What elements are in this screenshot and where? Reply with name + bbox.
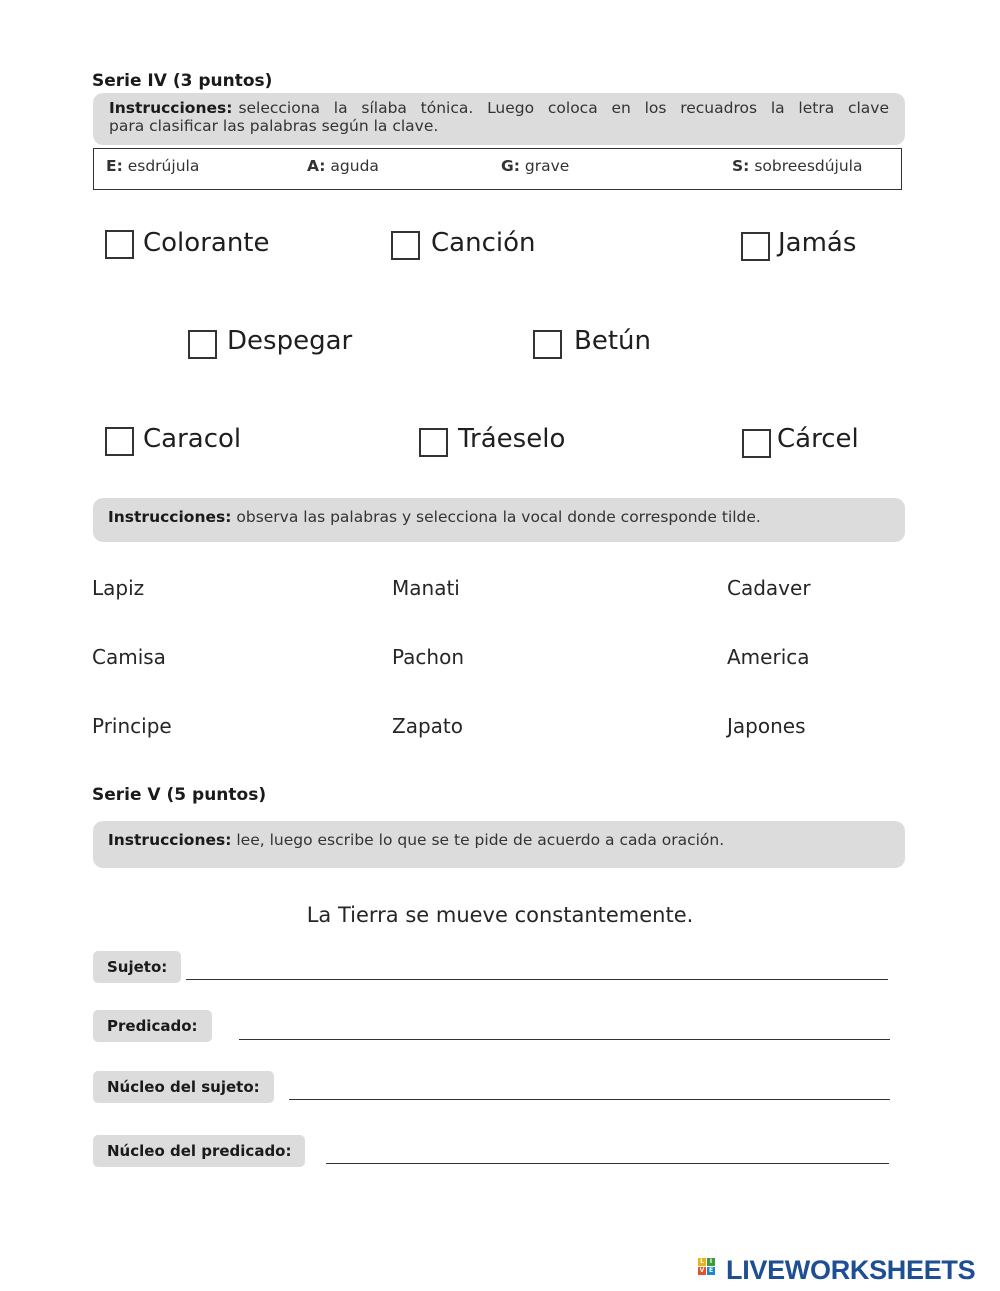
instructions-text-line2: para clasificar las palabras según la clave. bbox=[109, 117, 439, 135]
answer-line-predicado[interactable] bbox=[239, 1039, 890, 1040]
answer-box-colorante[interactable] bbox=[105, 230, 134, 259]
field-label-predicado: Predicado: bbox=[93, 1010, 212, 1042]
answer-line-sujeto[interactable] bbox=[186, 979, 888, 980]
logo-cube: L bbox=[698, 1258, 706, 1266]
field-label-nucleo-predicado: Núcleo del predicado: bbox=[93, 1135, 305, 1167]
word-jamas[interactable]: Jamás bbox=[778, 228, 857, 258]
tilde-word-cadaver[interactable]: Cadaver bbox=[727, 576, 811, 600]
logo-cube: E bbox=[708, 1267, 714, 1274]
logo-cube: I bbox=[707, 1258, 715, 1266]
word-carcel[interactable]: Cárcel bbox=[777, 424, 859, 454]
answer-box-caracol[interactable] bbox=[105, 427, 134, 456]
instructions-label: Instrucciones: bbox=[108, 508, 232, 526]
tilde-word-zapato[interactable]: Zapato bbox=[392, 714, 463, 738]
field-label-nucleo-sujeto: Núcleo del sujeto: bbox=[93, 1071, 274, 1103]
word-traeselo[interactable]: Tráeselo bbox=[458, 424, 566, 454]
key-grave: G: grave bbox=[501, 157, 570, 175]
tilde-word-camisa[interactable]: Camisa bbox=[92, 645, 166, 669]
key-esdrujula: E: esdrújula bbox=[106, 157, 200, 175]
serie-v-title: Serie V (5 puntos) bbox=[92, 785, 267, 805]
liveworksheets-logo bbox=[698, 1254, 975, 1286]
analysis-sentence: La Tierra se mueve constantemente. bbox=[306, 903, 694, 927]
answer-box-jamas[interactable] bbox=[741, 232, 770, 261]
word-caracol[interactable]: Caracol bbox=[143, 424, 242, 454]
tilde-word-america[interactable]: America bbox=[727, 645, 810, 669]
tilde-word-lapiz[interactable]: Lapiz bbox=[92, 576, 145, 600]
instructions-label: Instrucciones: bbox=[108, 831, 232, 849]
answer-box-traeselo[interactable] bbox=[419, 428, 448, 457]
answer-box-betun[interactable] bbox=[533, 330, 562, 359]
instructions-text-line1: selecciona la sílaba tónica. Luego coloca en los recuadros la letra clave bbox=[238, 99, 889, 117]
instructions-box-2 bbox=[93, 498, 905, 542]
answer-box-cancion[interactable] bbox=[391, 231, 420, 260]
field-label-sujeto: Sujeto: bbox=[93, 951, 181, 983]
logo-text: LIVEWORKSHEETS bbox=[726, 1254, 976, 1285]
word-despegar[interactable]: Despegar bbox=[227, 326, 353, 356]
answer-box-despegar[interactable] bbox=[188, 330, 217, 359]
answer-box-carcel[interactable] bbox=[742, 429, 771, 458]
answer-line-nucleo-predicado[interactable] bbox=[326, 1163, 889, 1164]
tilde-word-pachon[interactable]: Pachon bbox=[392, 645, 465, 669]
tilde-word-japones[interactable]: Japones bbox=[727, 714, 806, 738]
classification-key bbox=[93, 148, 902, 190]
word-betun[interactable]: Betún bbox=[574, 326, 651, 356]
instructions-box-1 bbox=[93, 93, 905, 145]
key-sobreesdrujula: S: sobreesdújula bbox=[732, 157, 863, 175]
instructions-label: Instrucciones: bbox=[109, 99, 233, 117]
key-aguda: A: aguda bbox=[307, 157, 379, 175]
word-colorante[interactable]: Colorante bbox=[143, 228, 270, 258]
instructions-text: observa las palabras y selecciona la vocal donde corresponde tilde. bbox=[236, 508, 761, 526]
tilde-word-manati[interactable]: Manati bbox=[392, 576, 460, 600]
instructions-box-3 bbox=[93, 821, 905, 868]
tilde-word-principe[interactable]: Principe bbox=[92, 714, 172, 738]
serie-iv-title: Serie IV (3 puntos) bbox=[92, 71, 273, 91]
answer-line-nucleo-sujeto[interactable] bbox=[289, 1099, 890, 1100]
word-cancion[interactable]: Canción bbox=[431, 228, 536, 258]
logo-cube: V bbox=[699, 1267, 705, 1274]
logo-cubes-icon bbox=[698, 1256, 724, 1284]
instructions-text: lee, luego escribe lo que se te pide de acuerdo a cada oración. bbox=[236, 831, 725, 849]
